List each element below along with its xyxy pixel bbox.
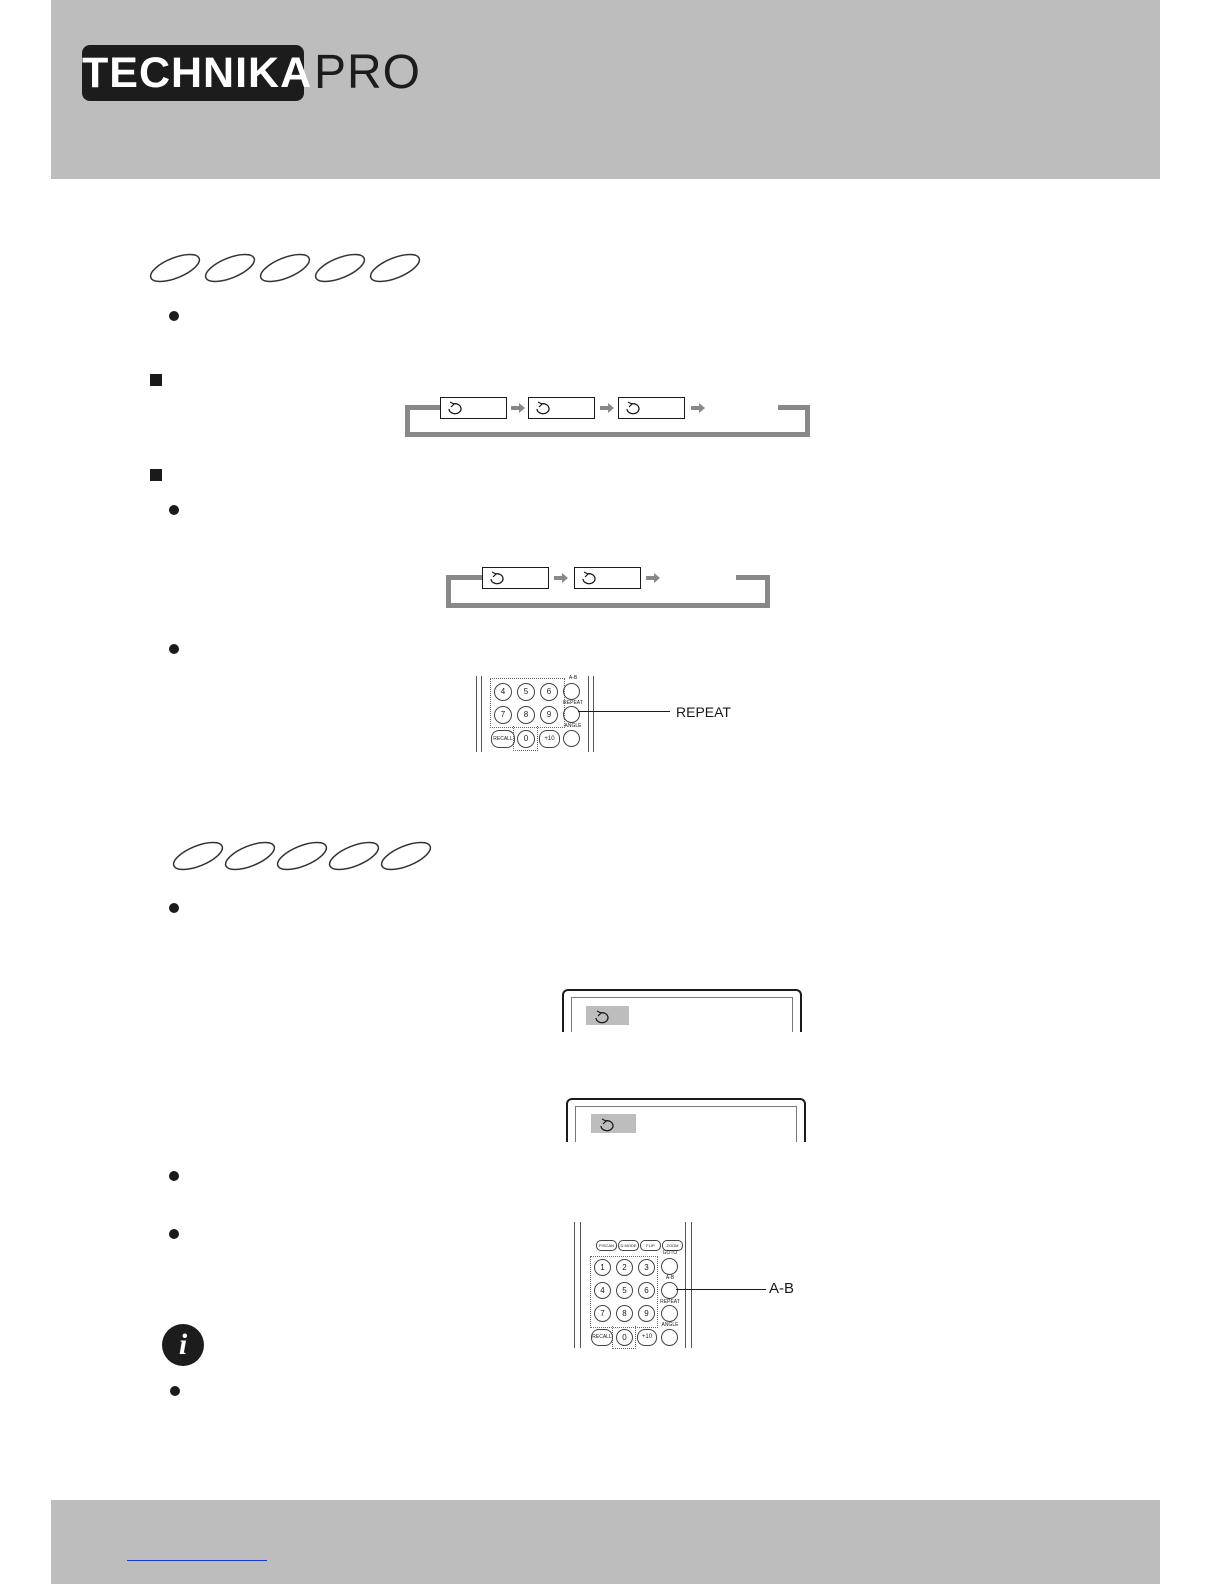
repeat-arrow-icon: [623, 398, 643, 418]
repeat-arrow-icon: [533, 398, 553, 418]
bullet-dot: [169, 1229, 179, 1239]
bullet-dot: [169, 311, 179, 321]
osd-repeat-chip-2: [591, 1114, 636, 1133]
remote-key-repeat: [661, 1305, 678, 1322]
remote-key-4: 4: [494, 683, 512, 701]
square-marker: [150, 374, 162, 386]
osd-screen-1: [562, 989, 802, 1032]
remote-key-5: 5: [616, 1282, 633, 1299]
brand-logo: [82, 45, 313, 101]
loop-edge-left: [446, 575, 451, 585]
remote-key-1: 1: [594, 1259, 611, 1276]
osd-screen-2: [566, 1098, 806, 1142]
repeat-mode-box-4: [482, 567, 549, 589]
remote-key-angle: [661, 1329, 678, 1346]
disc-type-icon: [170, 838, 434, 875]
osd-repeat-chip-1: [586, 1006, 629, 1025]
right-arrow-icon: [511, 403, 525, 413]
callout-label-ab: A-B: [769, 1280, 795, 1297]
remote-key-5: 5: [517, 683, 535, 701]
loop-cap-left: [405, 405, 441, 410]
remote-label-ab: A-B: [665, 1275, 675, 1281]
remote-key-2: 2: [616, 1259, 633, 1276]
right-arrow-icon: [600, 403, 614, 413]
remote-key-ab: [661, 1282, 678, 1299]
footer-link[interactable]: [127, 1544, 267, 1561]
remote-key-goto: [661, 1258, 678, 1275]
remote-key-9: 9: [540, 706, 558, 724]
remote-key-pscan: P/SCAN: [596, 1240, 617, 1251]
repeat-mode-box-3: [618, 397, 685, 419]
remote-label-goto: GOTO: [662, 1250, 678, 1256]
remote-label-repeat: REPEAT: [563, 700, 583, 706]
remote-label-angle: ANGLE: [564, 723, 582, 729]
repeat-arrow-icon: [592, 1007, 612, 1025]
brand-logo-suffix: PRO: [314, 46, 422, 99]
remote-key-angle: [563, 730, 580, 747]
remote-label-repeat: REPEAT: [660, 1299, 680, 1305]
remote-key-repeat: [563, 706, 580, 723]
bullet-dot: [170, 1386, 180, 1396]
remote-key-flip: FLIP: [640, 1240, 661, 1251]
remote-key-0: 0: [517, 730, 535, 748]
remote-key-6: 6: [638, 1282, 655, 1299]
repeat-mode-box-5: [574, 567, 641, 589]
right-arrow-icon: [554, 573, 568, 583]
loop-edge-left: [405, 405, 410, 415]
remote-key-dmode: D.MODE: [618, 1240, 639, 1251]
repeat-arrow-icon: [445, 398, 465, 418]
bullet-dot: [169, 903, 179, 913]
remote-label-ab: A-B: [568, 675, 578, 681]
bullet-dot: [169, 505, 179, 515]
remote-key-plus10: +10: [539, 730, 560, 748]
right-arrow-icon: [646, 573, 660, 583]
remote-key-7: 7: [494, 706, 512, 724]
remote-key-recall: RECALL: [491, 730, 515, 748]
loop-edge-right: [765, 575, 770, 585]
bullet-dot: [169, 1171, 179, 1181]
remote-key-6: 6: [540, 683, 558, 701]
loop-cap-left: [446, 575, 483, 580]
disc-icons-row-2: [168, 838, 448, 878]
callout-line-ab: [676, 1289, 766, 1290]
remote-key-3: 3: [638, 1259, 655, 1276]
callout-line-repeat: [578, 711, 670, 712]
remote-key-8: 8: [616, 1305, 633, 1322]
remote-key-9: 9: [638, 1305, 655, 1322]
remote-key-zoom: ZOOM: [662, 1240, 683, 1251]
repeat-arrow-icon: [487, 568, 507, 588]
right-arrow-icon: [691, 403, 705, 413]
remote-key-ab: [563, 683, 580, 700]
repeat-arrow-icon: [579, 568, 599, 588]
callout-label-repeat: REPEAT: [676, 704, 731, 720]
bullet-dot: [169, 644, 179, 654]
loop-edge-right: [805, 405, 810, 415]
square-marker: [150, 469, 162, 481]
repeat-mode-box-1: [440, 397, 507, 419]
remote-key-7: 7: [594, 1305, 611, 1322]
remote-key-4: 4: [594, 1282, 611, 1299]
repeat-arrow-icon: [597, 1115, 617, 1133]
remote-label-angle: ANGLE: [661, 1322, 679, 1328]
remote-key-recall: RECALL: [591, 1329, 613, 1346]
remote-key-plus10: +10: [637, 1329, 657, 1346]
remote-key-0: 0: [616, 1329, 633, 1346]
repeat-mode-box-2: [528, 397, 595, 419]
info-icon: i: [162, 1324, 204, 1366]
disc-type-icon: [147, 250, 423, 287]
disc-icons-row-1: [145, 250, 435, 290]
remote-key-8: 8: [517, 706, 535, 724]
brand-logo-text: TECHNIKA: [82, 49, 313, 97]
footer-band: [51, 1500, 1160, 1584]
